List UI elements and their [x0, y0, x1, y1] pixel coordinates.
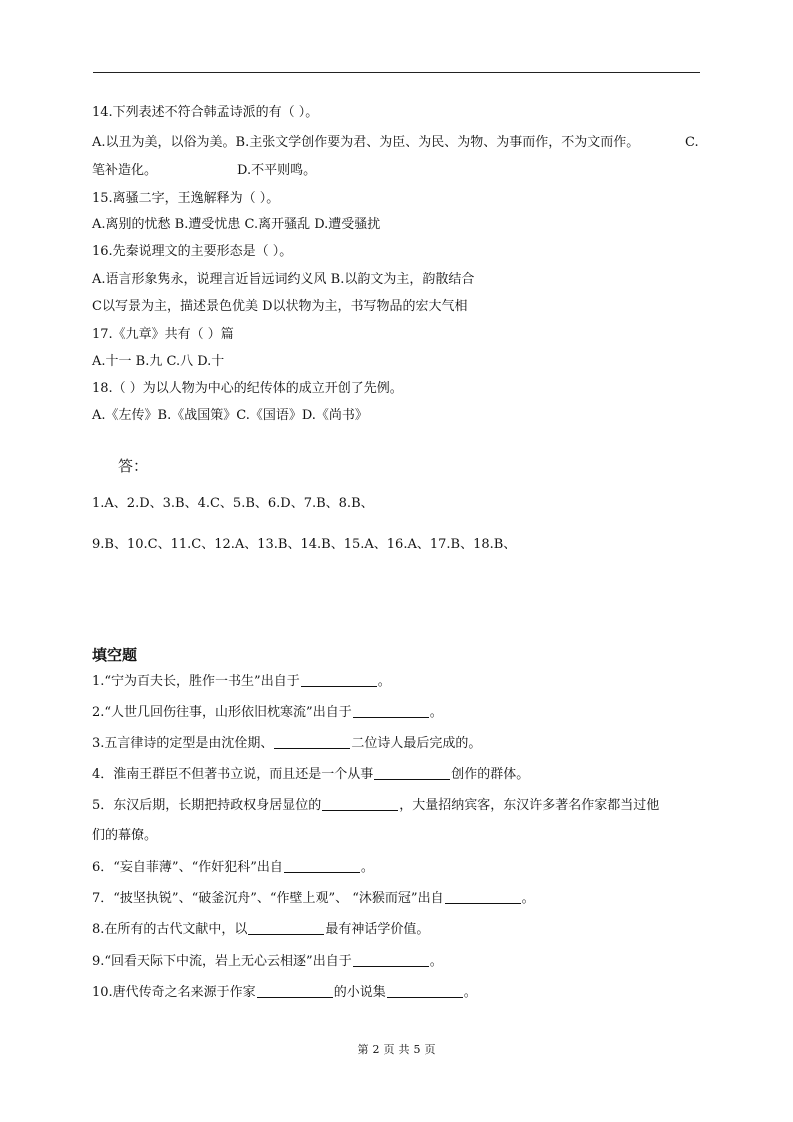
page-footer [0, 1041, 793, 1057]
question-16-options-cd: C以写景为主，描述景色优美 D以状物为主，书写物品的宏大气相 [92, 299, 468, 314]
answers-line-2: 9.B、10.C、11.C、12.A、13.B、14.B、15.A、16.A、17.B、18.B、 [92, 537, 517, 552]
question-18-options: A.《左传》B.《战国策》C.《国语》D.《尚书》 [92, 408, 368, 423]
answer-blank[interactable] [322, 797, 398, 811]
fill-question-10-end: 。 [463, 985, 477, 1000]
fill-question-10-text: 10.唐代传奇之名来源于作家 [92, 985, 256, 1000]
question-16-options-ab: A.语言形象隽永，说理言近旨远词约义风 B.以韵文为主，韵散结合 [92, 272, 475, 287]
fill-question-1 [92, 673, 391, 691]
fill-question-7-text: 7．“披坚执锐”、“破釜沉舟”、“作壁上观”、 “沐猴而冠”出自 [92, 891, 444, 906]
fill-question-4-text: 4．淮南王群臣不但著书立说，而且还是一个从事 [92, 767, 374, 782]
question-14-option-c-text [92, 162, 316, 180]
fill-question-3-text: 3.五言律诗的定型是由沈佺期、 [92, 736, 274, 751]
fill-question-10 [92, 984, 477, 1002]
question-18: 18.（ ）为以人物为中心的纪传体的成立开创了先例。 [92, 381, 403, 396]
answer-blank[interactable] [284, 859, 360, 873]
fill-question-9-text: 9.“回看天际下中流，岩上无心云相逐”出自于 [92, 954, 352, 969]
page-number: 2 [372, 1043, 380, 1056]
fill-question-2 [92, 704, 443, 722]
question-14-option-c-label: C. [685, 135, 699, 150]
fill-question-5-text: 5．东汉后期，长期把持政权身居显位的 [92, 798, 322, 813]
fill-question-5-cont: ，大量招纳宾客，东汉许多著名作家都当过他 [399, 798, 660, 813]
fill-question-4-end: 创作的群体。 [451, 767, 530, 782]
total-pages: 5 [413, 1043, 421, 1056]
question-16: 16.先秦说理文的主要形态是（ ）。 [92, 244, 293, 259]
answer-blank[interactable] [374, 766, 450, 780]
option-c-text: 笔补造化。 [92, 163, 158, 178]
question-17-options: A.十一 B.九 C.八 D.十 [92, 354, 225, 369]
fill-question-3 [92, 735, 481, 753]
answers-line-1: 1.A、2.D、3.B、4.C、5.B、6.D、7.B、8.B、 [92, 496, 374, 511]
footer-page-word: 页 [383, 1043, 395, 1056]
question-15: 15.离骚二字，王逸解释为（ ）。 [92, 191, 280, 206]
fill-question-5-line-2: 们的幕僚。 [92, 828, 158, 843]
fill-question-1-text: 1.“宁为百夫长，胜作一书生”出自于 [92, 674, 300, 689]
fill-question-6-text: 6．“妄自菲薄”、“作奸犯科”出自 [92, 860, 283, 875]
answer-blank[interactable] [445, 890, 521, 904]
header-rule [93, 72, 700, 73]
fill-question-9-end: 。 [429, 954, 443, 969]
answer-blank[interactable] [248, 921, 324, 935]
fill-question-10-mid: 的小说集 [333, 985, 386, 1000]
fill-question-6 [92, 859, 374, 877]
fill-question-6-end: 。 [360, 860, 374, 875]
fill-question-1-end: 。 [377, 674, 391, 689]
fill-question-5 [92, 797, 659, 815]
footer-prefix: 第 [357, 1043, 369, 1056]
answer-blank[interactable] [257, 984, 333, 998]
option-d-text: D.不平则鸣。 [237, 163, 317, 178]
fill-question-7 [92, 890, 535, 908]
answer-blank[interactable] [353, 704, 429, 718]
fill-question-2-end: 。 [429, 705, 443, 720]
question-17: 17.《九章》共有（ ）篇 [92, 327, 234, 342]
question-15-options: A.离别的忧愁 B.遭受忧患 C.离开骚乱 D.遭受骚扰 [92, 217, 381, 232]
answer-blank[interactable] [301, 673, 377, 687]
answer-blank[interactable] [274, 735, 350, 749]
footer-suffix: 页 [424, 1043, 436, 1056]
footer-total-word: 共 [398, 1043, 410, 1056]
fill-question-3-end: 二位诗人最后完成的。 [351, 736, 482, 751]
answer-blank[interactable] [387, 984, 463, 998]
question-14-options-ab: A.以丑为美，以俗为美。B.主张文学创作要为君、为臣、为民、为物、为事而作，不为文而作。 [92, 135, 640, 150]
answer-blank[interactable] [353, 953, 429, 967]
fill-question-7-end: 。 [521, 891, 535, 906]
fill-question-2-text: 2.“人世几回伤往事，山形依旧枕寒流”出自于 [92, 705, 352, 720]
answers-heading: 答： [118, 457, 149, 475]
fill-question-8-text: 8.在所有的古代文献中，以 [92, 922, 248, 937]
fill-in-blank-heading: 填空题 [92, 646, 138, 664]
fill-question-9 [92, 953, 443, 971]
fill-question-4 [92, 766, 529, 784]
fill-question-8 [92, 921, 429, 939]
question-14: 14.下列表述不符合韩孟诗派的有（ ）。 [92, 105, 319, 120]
fill-question-8-end: 最有神话学价值。 [325, 922, 430, 937]
